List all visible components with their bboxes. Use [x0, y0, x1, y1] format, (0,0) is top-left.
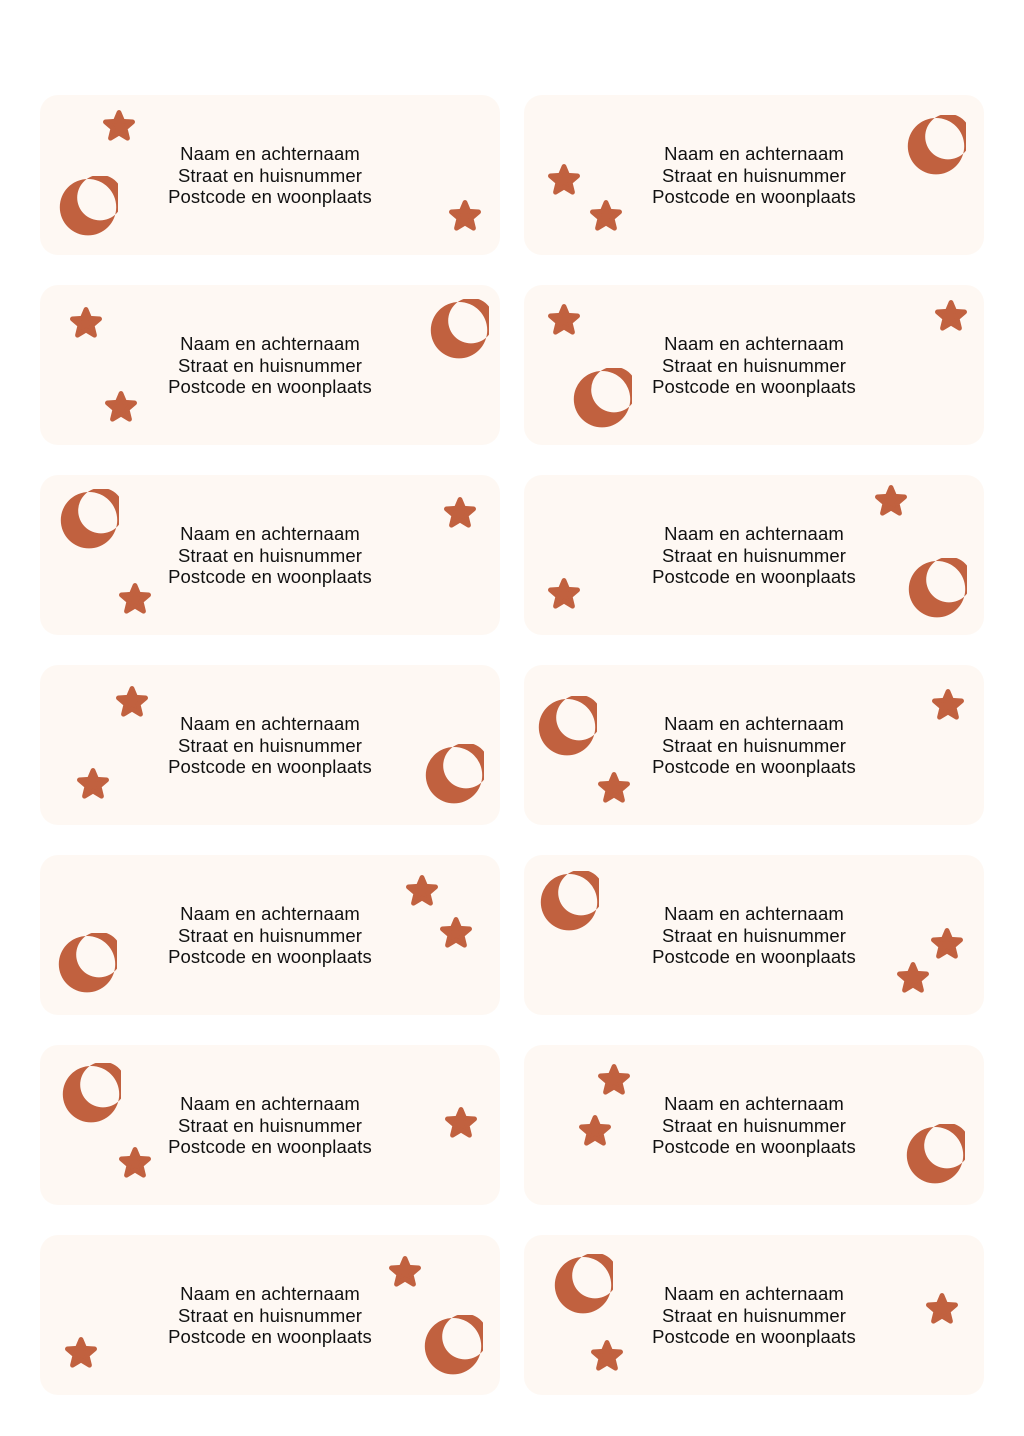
name-line: Naam en achternaam: [180, 1093, 360, 1114]
star-icon: [104, 390, 138, 424]
street-line: Straat en huisnummer: [661, 354, 846, 376]
star-icon: [102, 109, 136, 143]
moon-icon: [572, 368, 632, 428]
address-label-8: [524, 665, 984, 825]
name-line: Naam en achternaam: [180, 143, 360, 164]
star-icon: [439, 916, 473, 950]
name-line: Naam en achternaam: [664, 713, 844, 734]
name-line: Naam en achternaam: [664, 523, 844, 544]
moon-icon: [424, 744, 484, 804]
city-line: Postcode en woonplaats: [168, 1326, 372, 1347]
address-label-11: [40, 1045, 500, 1205]
city-line: Postcode en woonplaats: [168, 566, 372, 587]
address-label-5: [40, 475, 500, 635]
name-line: Naam en achternaam: [180, 713, 360, 734]
star-icon: [448, 199, 482, 233]
name-line: Naam en achternaam: [180, 333, 360, 354]
address-label-12: [524, 1045, 984, 1205]
name-line: Naam en achternaam: [180, 523, 360, 544]
star-icon: [118, 1146, 152, 1180]
star-icon: [405, 874, 439, 908]
city-line: Postcode en woonplaats: [168, 376, 372, 397]
moon-icon: [57, 933, 117, 993]
star-icon: [874, 484, 908, 518]
moon-icon: [553, 1254, 613, 1314]
moon-icon: [61, 1063, 121, 1123]
street-line: Straat en huisnummer: [177, 734, 362, 756]
star-icon: [443, 496, 477, 530]
address-label-1: [40, 95, 500, 255]
star-icon: [597, 1063, 631, 1097]
moon-icon: [539, 871, 599, 931]
city-line: Postcode en woonplaats: [652, 946, 856, 967]
street-line: Straat en huisnummer: [661, 544, 846, 566]
star-icon: [115, 685, 149, 719]
street-line: Straat en huisnummer: [661, 164, 846, 186]
star-icon: [931, 688, 965, 722]
address-label-7: [40, 665, 500, 825]
city-line: Postcode en woonplaats: [168, 756, 372, 777]
star-icon: [589, 199, 623, 233]
moon-icon: [423, 1315, 483, 1375]
star-icon: [597, 771, 631, 805]
address-label-2: [524, 95, 984, 255]
star-icon: [925, 1292, 959, 1326]
name-line: Naam en achternaam: [664, 903, 844, 924]
street-line: Straat en huisnummer: [177, 924, 362, 946]
star-icon: [444, 1106, 478, 1140]
star-icon: [590, 1339, 624, 1373]
city-line: Postcode en woonplaats: [652, 186, 856, 207]
street-line: Straat en huisnummer: [661, 1114, 846, 1136]
star-icon: [76, 767, 110, 801]
star-icon: [64, 1336, 98, 1370]
address-label-9: [40, 855, 500, 1015]
city-line: Postcode en woonplaats: [652, 566, 856, 587]
city-line: Postcode en woonplaats: [652, 756, 856, 777]
star-icon: [934, 299, 968, 333]
address-label-14: [524, 1235, 984, 1395]
moon-icon: [59, 489, 119, 549]
city-line: Postcode en woonplaats: [168, 946, 372, 967]
moon-icon: [907, 558, 967, 618]
moon-icon: [906, 115, 966, 175]
street-line: Straat en huisnummer: [177, 1304, 362, 1326]
street-line: Straat en huisnummer: [661, 734, 846, 756]
address-label-6: [524, 475, 984, 635]
moon-icon: [905, 1124, 965, 1184]
name-line: Naam en achternaam: [664, 143, 844, 164]
name-line: Naam en achternaam: [664, 1283, 844, 1304]
city-line: Postcode en woonplaats: [168, 1136, 372, 1157]
star-icon: [118, 582, 152, 616]
star-icon: [896, 961, 930, 995]
moon-icon: [429, 299, 489, 359]
moon-icon: [537, 696, 597, 756]
street-line: Straat en huisnummer: [661, 924, 846, 946]
street-line: Straat en huisnummer: [177, 354, 362, 376]
name-line: Naam en achternaam: [180, 1283, 360, 1304]
address-label-10: [524, 855, 984, 1015]
city-line: Postcode en woonplaats: [652, 1136, 856, 1157]
star-icon: [578, 1114, 612, 1148]
name-line: Naam en achternaam: [664, 333, 844, 354]
street-line: Straat en huisnummer: [177, 544, 362, 566]
name-line: Naam en achternaam: [664, 1093, 844, 1114]
address-label-4: [524, 285, 984, 445]
city-line: Postcode en woonplaats: [652, 1326, 856, 1347]
star-icon: [388, 1255, 422, 1289]
city-line: Postcode en woonplaats: [168, 186, 372, 207]
city-line: Postcode en woonplaats: [652, 376, 856, 397]
moon-icon: [58, 176, 118, 236]
star-icon: [930, 927, 964, 961]
address-label-13: [40, 1235, 500, 1395]
address-label-3: [40, 285, 500, 445]
star-icon: [547, 163, 581, 197]
star-icon: [69, 306, 103, 340]
street-line: Straat en huisnummer: [177, 1114, 362, 1136]
street-line: Straat en huisnummer: [177, 164, 362, 186]
name-line: Naam en achternaam: [180, 903, 360, 924]
street-line: Straat en huisnummer: [661, 1304, 846, 1326]
star-icon: [547, 303, 581, 337]
star-icon: [547, 577, 581, 611]
